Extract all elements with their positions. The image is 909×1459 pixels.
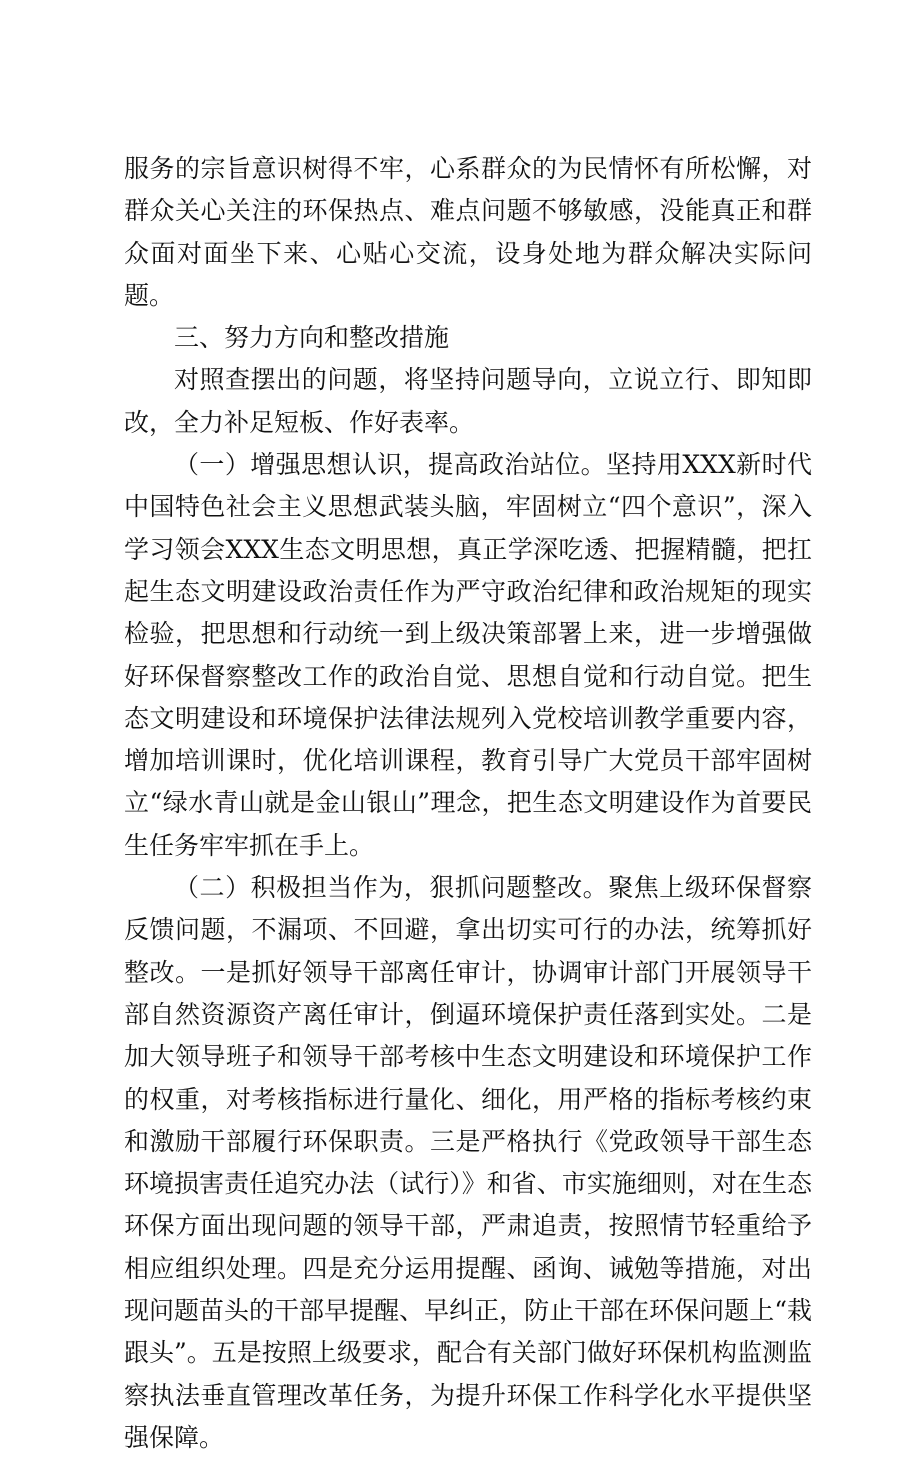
paragraph-intro: 对照查摆出的问题，将坚持问题导向，立说立行、即知即改，全力补足短板、作好表率。 (124, 365, 812, 437)
paragraph-measure-1: （一）增强思想认识，提高政治站位。坚持用XXX新时代中国特色社会主义思想武装头脑，牢固树立“四个意识”，深入学习领会XXX生态文明思想，真正学深吃透、把握精髓，把扛起生态文明建设政治责任作为严守政治纪律和政治规矩的现实检验，把思想和行动统一到上级决策部署上来，进一步增强做好环保督察整改工作的政治自觉、思想自觉和行动自觉。把生态文明建设和环境保护法律法规列入党校培训教学重要内容，增加培训课时，优化培训课程，教育引导广大党员干部牢固树立“绿水青山就是金山银山”理念，把生态文明建设作为首要民生任务牢牢抓在手上。 (124, 450, 812, 860)
document-body (124, 148, 812, 1459)
paragraph-measure-2: （二）积极担当作为，狠抓问题整改。聚焦上级环保督察反馈问题，不漏项、不回避，拿出切实可行的办法，统筹抓好整改。一是抓好领导干部离任审计，协调审计部门开展领导干部自然资源资产离任审计，倒逼环境保护责任落到实处。二是加大领导班子和领导干部考核中生态文明建设和环境保护工作的权重，对考核指标进行量化、细化，用严格的指标考核约束和激励干部履行环保职责。三是严格执行《党政领导干部生态环境损害责任追究办法（试行）》和省、市实施细则，对在生态环保方面出现问题的领导干部，严肃追责，按照情节轻重给予相应组织处理。四是充分运用提醒、函询、诫勉等措施，对出现问题苗头的干部早提醒、早纠正，防止干部在环保问题上“栽跟头”。五是按照上级要求，配合有关部门做好环保机构监测监察执法垂直管理改革任务，为提升环保工作科学化水平提供坚强保障。 (124, 873, 812, 1452)
section-heading-3: 三、努力方向和整改措施 (174, 323, 450, 353)
paragraph-continuation: 服务的宗旨意识树得不牢，心系群众的为民情怀有所松懈，对群众关心关注的环保热点、难点问题不够敏感，没能真正和群众面对面坐下来、心贴心交流，设身处地为群众解决实际问题。 (124, 154, 812, 310)
